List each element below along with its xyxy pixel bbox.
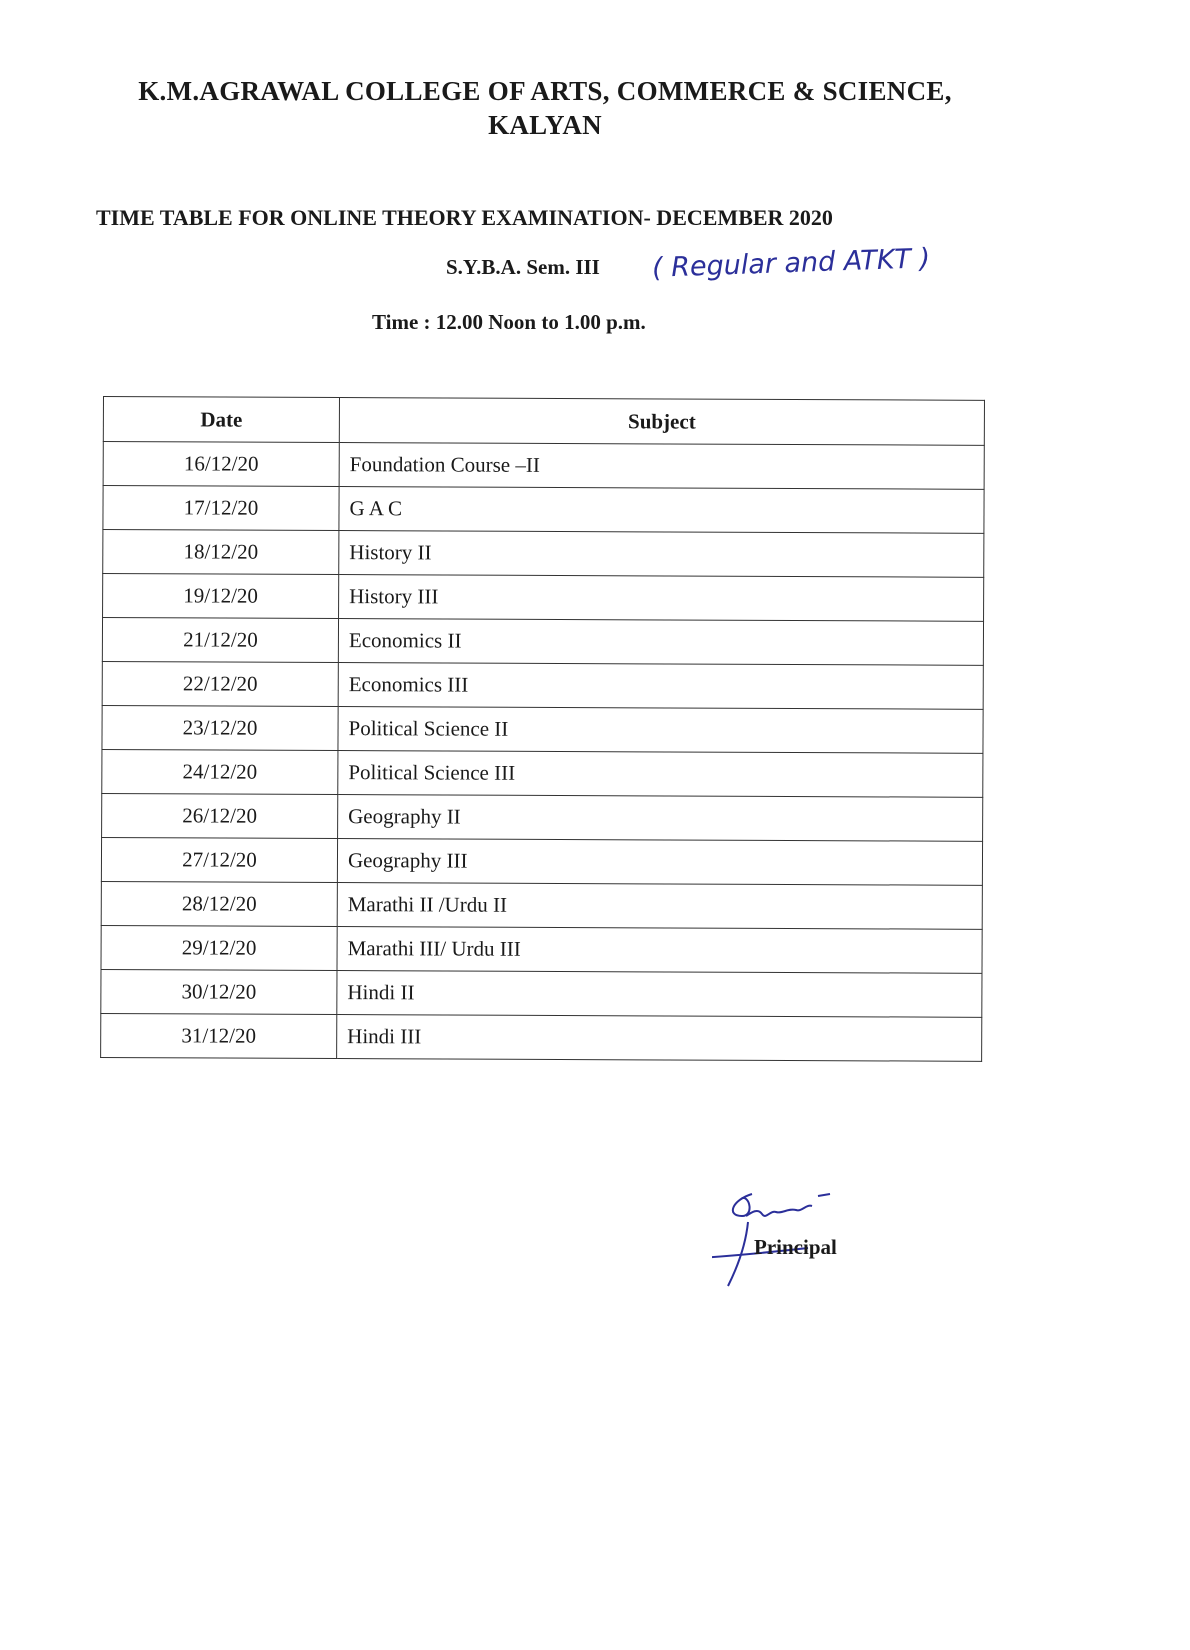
- signature-block: [712, 1182, 872, 1292]
- table-row: [102, 793, 983, 841]
- exam-subject: Hindi III: [337, 1015, 982, 1062]
- table-row: [103, 442, 984, 490]
- schedule-body: [101, 442, 985, 1062]
- table-row: [102, 705, 983, 753]
- table-row: [101, 837, 982, 885]
- table-header-row: [103, 397, 984, 446]
- exam-subject: Economics III: [338, 663, 983, 710]
- exam-date: 26/12/20: [102, 793, 338, 838]
- class-label: S.Y.B.A. Sem. III: [446, 255, 600, 279]
- exam-date: 24/12/20: [102, 749, 338, 794]
- exam-date: 22/12/20: [102, 661, 338, 706]
- exam-subject: Political Science III: [338, 751, 983, 798]
- exam-subject: Hindi II: [337, 971, 982, 1018]
- college-name: [0, 74, 1090, 142]
- table-row: [103, 574, 984, 622]
- exam-date: 27/12/20: [101, 837, 337, 882]
- exam-date: 17/12/20: [103, 486, 339, 531]
- exam-schedule-table: [100, 396, 985, 1062]
- table-row: [102, 618, 983, 666]
- table-row: [101, 881, 982, 929]
- exam-time: Time : 12.00 Noon to 1.00 p.m.: [372, 310, 646, 334]
- table-row: [101, 925, 982, 973]
- handwritten-note: ( Regular and ATKT ): [651, 243, 931, 284]
- exam-subject: History II: [339, 531, 984, 578]
- table-row: [101, 969, 982, 1017]
- college-name-line2: KALYAN: [488, 110, 602, 140]
- principal-label: Principal: [754, 1235, 837, 1259]
- table-row: [102, 749, 983, 797]
- date-column-header: Date: [103, 397, 339, 443]
- exam-date: 19/12/20: [103, 574, 339, 619]
- table-row: [101, 1013, 982, 1061]
- college-name-line1: K.M.AGRAWAL COLLEGE OF ARTS, COMMERCE & SCIENCE,: [138, 76, 952, 106]
- exam-subject: Political Science II: [338, 707, 983, 754]
- exam-subject: Geography II: [338, 795, 983, 842]
- exam-date: 23/12/20: [102, 705, 338, 750]
- exam-date: 21/12/20: [102, 618, 338, 663]
- timetable-title: TIME TABLE FOR ONLINE THEORY EXAMINATION- DECEMBER 2020: [96, 205, 833, 230]
- exam-date: 30/12/20: [101, 969, 337, 1014]
- exam-subject: G A C: [339, 487, 984, 534]
- exam-subject: Economics II: [338, 619, 983, 666]
- exam-subject: History III: [339, 575, 984, 622]
- table-row: [102, 661, 983, 709]
- exam-subject: Marathi III/ Urdu III: [337, 927, 982, 974]
- exam-date: 18/12/20: [103, 530, 339, 575]
- exam-date: 31/12/20: [101, 1013, 337, 1058]
- exam-date: 16/12/20: [103, 442, 339, 487]
- exam-subject: Marathi II /Urdu II: [337, 883, 982, 930]
- exam-subject: Geography III: [337, 839, 982, 886]
- exam-date: 28/12/20: [101, 881, 337, 926]
- exam-subject: Foundation Course –II: [339, 443, 984, 490]
- table-row: [103, 530, 984, 578]
- exam-date: 29/12/20: [101, 925, 337, 970]
- table-row: [103, 486, 984, 534]
- subject-column-header: Subject: [339, 398, 984, 446]
